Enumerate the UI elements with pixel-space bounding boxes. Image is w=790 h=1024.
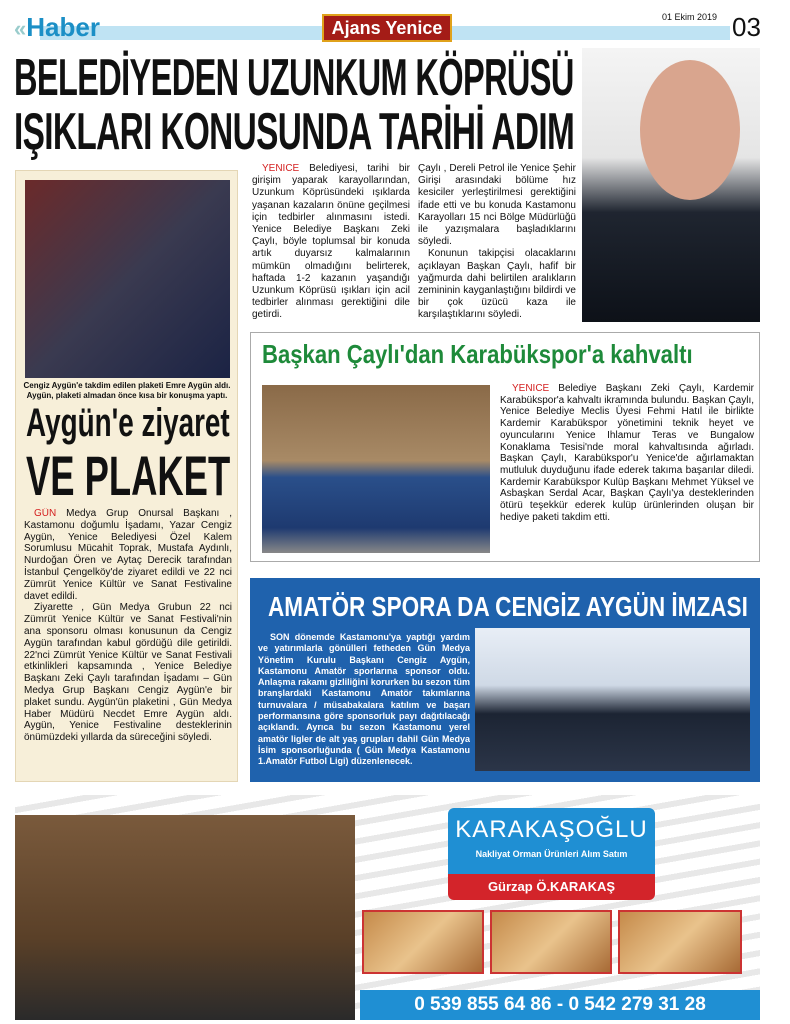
section-label: «Haber	[14, 12, 100, 42]
ad-brand-box	[448, 808, 655, 874]
ad-brand: KARAKAŞOĞLU	[455, 816, 648, 843]
ceremony-photo	[25, 180, 230, 378]
amator-body: SON dönemde Kastamonu'ya yaptığı yardım ve yatırımlarla gönülleri fetheden Gün Medya Yönetim Kurulu Başkanı Cengiz Aygün, Kastamonu Amatör sporlarına sponsor oldu. Anlaşma rakamı gizliliğini korurken bu sezon tüm branşlardaki Kastamonu Amatör takımlarına turnuvalara / müsabakalara katılım ve başarı performansına göre sponsorluk payı dağıtılacağı açıklandı. Ayrıca bu sezon Kastamonu yerel amatör ligler de alt yaş grupları dahil Gün Medya İsim sponsorluğunda ( Gün Medya Kastamonu 1.Amatör Futbol Ligi) düzenlenecek.	[258, 632, 470, 767]
office-photo	[15, 815, 355, 1020]
newspaper-logo: Ajans Yenice	[322, 14, 452, 42]
lead-col2: Çaylı , Dereli Petrol ile Yenice Şehir Girişi arasındaki bölüme hız kesiciler yerleştirilmesi gerektiğini ifade etti ve bu konuda Kastamonu Karayolları 15 nci Bölge Müdürlüğü ile yazışmalara başladıklarını söyledi. Konunun takipçisi olacaklarını açıklayan Başkan Çaylı, hafif bir yağmurda dahi belirtilen aralıkların zemininin kayganlaştığını bildirdi ve bir çok üzücü kaza ile karşılaştıklarını söyledi.	[418, 163, 576, 321]
lumber-stack-photo	[618, 910, 742, 974]
photo-caption: Cengiz Aygün'e takdim edilen plaketi Emre Aygün aldı. Aygün, plaketi almadan önce kısa bir konuşma yaptı.	[23, 381, 231, 400]
left-title2: VE PLAKET	[26, 444, 231, 507]
left-body: GÜN Medya Grup Onursal Başkanı , Kastamonu doğumlu İşadamı, Yazar Cengiz Aygün, Yenice Belediyesi Özel Kalem Sorumlusu Mücahit Toprak, Mustafa Aydınlı, Nurdoğan Ören ve Aytaç Derecik tarafından İstanbul Çengelköy'de ziyaret edildi ve 22 nci Zümrüt Yenice Kültür ve Sanat Festivaline davet edildi. Ziyarette , Gün Medya Grubun 22 nci Zümrüt Yenice Kültür ve Sanat Festivali'nin ana sponsoru olması konusunun da Cengiz Aygün tarafından kabul gördüğü dile getirildi. 22'nci Zümrüt Yenice Kültür ve Sanat Festivali etkinlikleri kapsamında , Yenice Belediye Başkanı Zeki Çaylı tarafından İşadamı – Gün Medya Grup Başkanı Cengiz Aygün'e bir plaket sundu. Aygün'ün plaketini , Gün Medya Haber Müdürü Necdet Emre Aygün aldı. Aygün, Yenice Festivaline desteklerinin önümüzdeki yıllarda da süreceğini söyledi.	[24, 508, 232, 744]
amator-title: AMATÖR SPORA DA CENGİZ AYGÜN İMZASI	[268, 591, 748, 622]
signing-photo	[475, 628, 750, 771]
headline-line2: IŞIKLARI KONUSUNDA TARİHİ ADIM	[14, 103, 575, 161]
team-photo	[262, 385, 490, 553]
karabuk-body: YENİCE Belediye Başkanı Zeki Çaylı, Kardemir Karabükspor'a kahvaltı ikramında bulundu. Başkan Çaylı, Yenice Belediye Meclis Üyesi Fehmi Hatıl ile birlikte Kardemir Karabükspor yönetimini teknik heyet ve oyuncularını Yenice Ihlamur Teras ve Bungalow Konaklama Tesisi'nde moral kahvaltısında ağırladı. Başkan Çaylı, Karabükspor'u Yenice'de ağırlamaktan mutluluk duyduğunu ifade ederek takıma başarılar diledi. Kardemir Karabükspor Kulüp Başkanı Mehmet Yüksel ve Asbaşkan Serdal Acar, Başkan Çaylı'ya desteklerinden ötürü teşekkür ederek kulüp ürünlerinden oluşan bir hediye paketi takdim etti.	[500, 383, 754, 523]
ad-phone-numbers: 0 539 855 64 86 - 0 542 279 31 28	[360, 990, 760, 1020]
ad-tagline: Nakliyat Orman Ürünleri Alım Satım	[475, 849, 628, 859]
karabuk-title: Başkan Çaylı'dan Karabükspor'a kahvaltı	[262, 339, 693, 369]
issue-date: 01 Ekim 2019	[662, 12, 718, 22]
page-number: 03	[732, 12, 761, 42]
left-title1: Aygün'e ziyaret	[26, 401, 230, 445]
ad-owner: Gürzap Ö.KARAKAŞ	[448, 874, 655, 900]
lead-col1: YENİCE Belediyesi, tarihi bir girişim yaparak karayollarından, Uzunkum Köprüsündeki ışıklarda yaşanan kazaların önüne geçilmesi için tedbirler alınmasını istedi. Yenice Belediye Başkanı Zeki Çaylı, böyle toplumsal bir konuda artık duyarsız kalmalarının mümkün olmadığını belirterek, haftada 1-2 kazanın yaşandığı Uzunkum Köprüsü ışıkları için acil tedbirler alınması gerektiğini dile getirdi.	[252, 163, 410, 321]
portrait-face	[640, 60, 740, 200]
logs-photo	[362, 910, 484, 974]
headline-line1: BELEDİYEDEN UZUNKUM KÖPRÜSÜ	[14, 49, 574, 107]
planks-photo	[490, 910, 612, 974]
